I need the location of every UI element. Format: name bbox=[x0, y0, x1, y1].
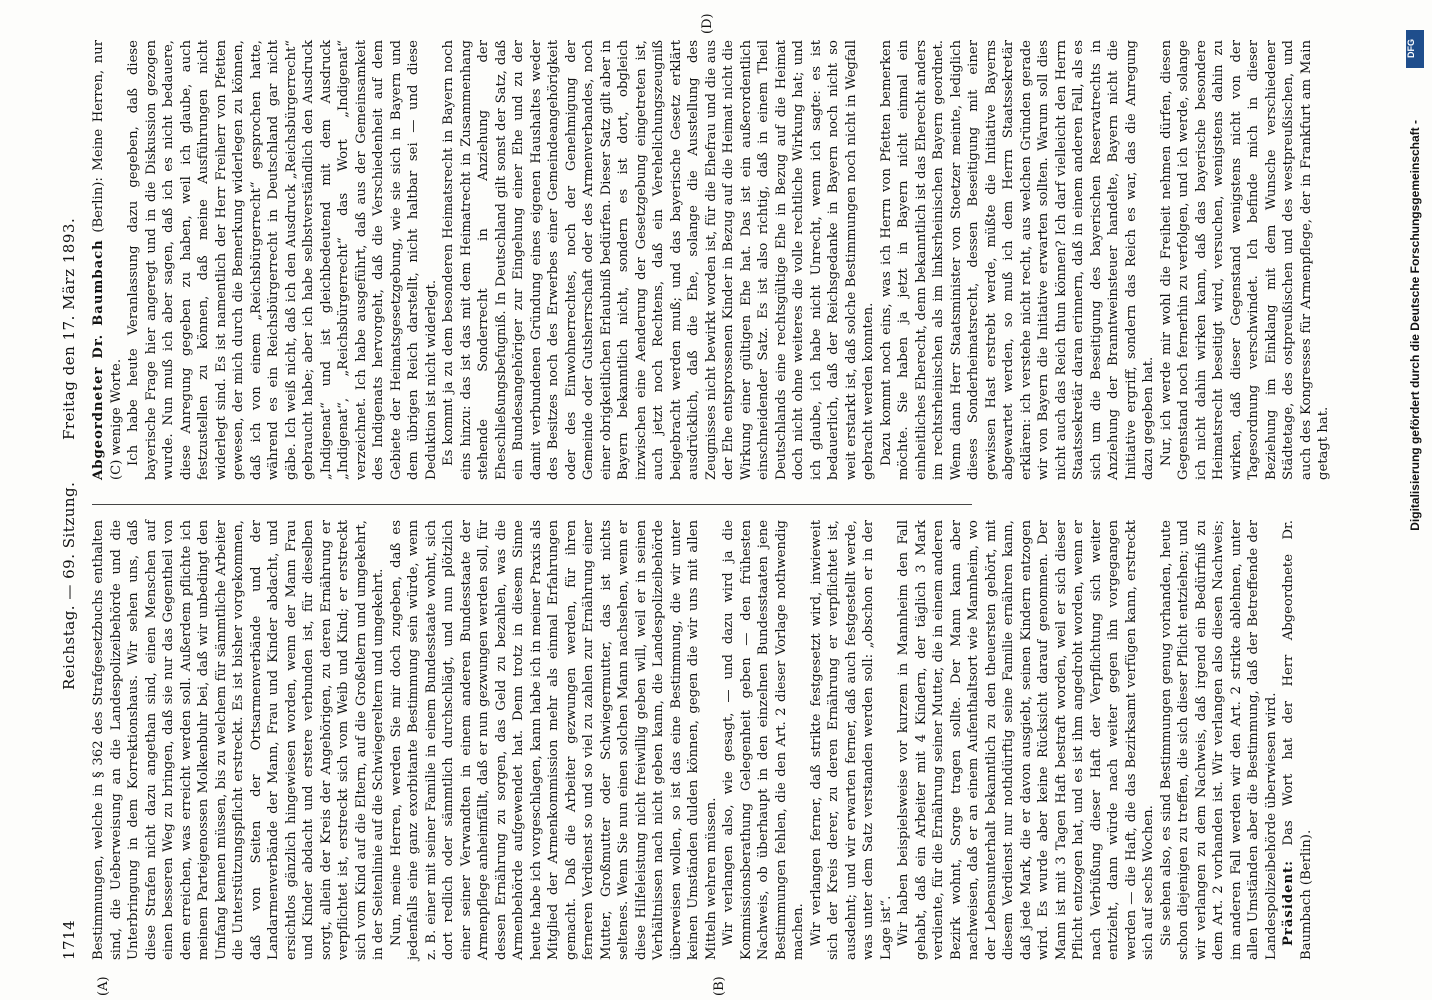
dfg-logo: DFG bbox=[1406, 30, 1424, 68]
marker-a: (A) bbox=[96, 976, 111, 996]
marker-b: (B) bbox=[712, 976, 727, 996]
president-text: Das Wort hat der Herr Abgeordnete Dr. Baumbach (Berlin). bbox=[1281, 520, 1314, 960]
left-paragraph: Bestimmungen, welche in § 362 des Strafgesetzbuchs enthalten sind, die Ueberweisung an die Landespolizeibehörde und die Unterbringung in dem Korrektionshaus. Wir sehen uns, daß diese Strafen nicht dazu angethan sind, einen Menschen auf einen besseren Weg zu bringen, daß sie nur das Gegentheil von dem erreichen, was erreicht werden soll. Außerdem pflichte ich meinem Parteigenossen Molkenbuhr bei, daß wir unbedingt den Umfang kennen müssen, bis zu welchem für sämmtliche Arbeiter die Unterstützungspflicht erstreckt. Es ist bisher vorgekommen, daß von Seiten der Ortsarmenverbände und der Landarmenverbände der Mann, Frau und Kinder abdacht, und ersichtlos gänzlich hingewiesen worden, wenn der Mann Frau und Kinder abdacht und erstere verbunden ist, für dieselben sorgt, allein der Kreis der Angehörigen, zu deren Ernährung er verpflichtet ist, erstreckt sich vom Weib und Kind; er erstreckt sich vom Kind auf die Eltern, auf die Großeltern und umgekehrt, in der Seitenlinie auf die Schwiegereltern und umgekehrt. bbox=[91, 520, 386, 960]
speaker-paragraph bbox=[90, 40, 125, 480]
page-number: 1714 bbox=[60, 919, 78, 960]
header-title: Reichstag. — 69. Sitzung. bbox=[60, 481, 78, 690]
speaker-label: Abgeordneter Dr. Baumbach bbox=[91, 239, 106, 480]
right-column bbox=[90, 40, 1331, 480]
left-paragraph: Wir verlangen ferner, daß strikte festgesetzt wird, inwieweit sich der Kreis derer, zu deren Ernährung er verpflichtet ist, ausdehnt; und wir erwarten ferner, daß auch festgestellt werde, was unter dem Satz verstanden werden soll: „obschon er in der Lage ist“. bbox=[808, 520, 894, 960]
marker-d: (D) bbox=[700, 13, 715, 34]
left-paragraph: Nun, meine Herren, werden Sie mir doch zugeben, daß es jedenfalls eine ganz exorbitante Bestimmung sein würde, wenn z. B. einer mit seiner Familie in einem Bundesstaate wohnt, sich dort redlich oder sämmtlich durchschlägt, und nun plötzlich einer seiner Verwandten in einem anderen Bundesstaate der Armenpflege anheimfällt, daß er nun gezwungen werden soll, für dessen Ernährung zu sorgen, das Geld zu bezahlen, was die Armenbehörde aufgewendet hat. Denn trotz in diesem Sinne heute habe ich vorgeschlagen, kann habe ich in meiner Praxis als Mitglied der Armenkommission mehr als einmal Erfahrungen gemacht. Daß die Arbeiter gezwungen werden, für ihren ferneren Verdienst so und so viel zu zahlen zur Ernährung einer Mutter, Großmutter oder Schwiegermutter, das ist nichts seltenes. Wenn Sie nun einen solchen Mann nachsehen, wenn er diese Hilfeleistung nicht freiwillig geben will, weil er in seinen Verhältnissen nach nicht geben kann, die Landespolizeibehörde überweisen wollen, so ist das eine Bestimmung, die wir unter keinen Umständen dulden können, gegen die wir uns mit allen Mitteln wehren müssen. bbox=[388, 520, 719, 960]
header-date: Freitag den 17. März 1893. bbox=[60, 217, 78, 440]
right-paragraph: Nur, ich werde mir wohl die Freiheit nehmen dürfen, diesen Gegenstand noch fernerhin zu verfolgen, und ich werde, solange ich nicht dahin wirken kann, daß das bayerische besondere Heimatsrecht beseitigt wird, versuchen, wenigstens dahin zu wirken, daß dieser Gegenstand wenigstens nicht von der Tagesordnung verschwindet. Ich befinde mich in dieser Beziehung im Einklang mit dem Wunsche verschiedener Städtetage, des ostpreußischen und des westpreußischen, und auch des Kongresses für Armenpflege, der in Frankfurt am Main getagt hat. bbox=[1158, 40, 1331, 480]
president-label: Präsident: bbox=[1281, 859, 1296, 946]
column-divider bbox=[92, 504, 972, 505]
digitization-credit: Digitalisierung gefördert durch die Deutsche Forschungsgemeinschaft - bbox=[1408, 120, 1422, 531]
right-paragraph: Es kommt ja zu dem besonderen Heimatsrecht in Bayern noch eins hinzu: das ist das mit dem Heimatrecht in Zusammenhang stehende Sonderrecht in Anziehung der Eheschließungsbefugniß. In Deutschland gilt sonst der Satz, daß ein Bundesangehöriger zur Eingehung einer Ehe und zu der damit verbundenen Gründung eines eigenen Haushaltes weder des Besitzes noch des Erwerbes einer Gemeindeangehörigkeit oder des Einwohnerrechtes, noch der Genehmigung der Gemeinde oder Gutsherrschaft oder des Armenverbandes, noch einer obrigkeitlichen Erlaubniß bedürfen. Dieser Satz gilt aber in Bayern bekanntlich nicht, sondern es ist dort, obgleich inzwischen eine Aenderung der Gesetzgebung eingetreten ist, auch jetzt noch Rechtens, daß ein Verehelichungszeugniß beigebracht werden muß; und das bayerische Gesetz erklärt ausdrücklich, daß die Ehe, solange die Ausstellung des Zeugnisses nicht bewirkt worden ist, für die Ehefrau und die aus der Ehe entsprossenen Kinder in Bezug auf die Heimat nicht die Wirkung einer gültigen Ehe hat. Das ist ein außerordentlich einschneidender Satz. Es ist also richtig, daß in einem Theil Deutschlands eine rechtsgültige Ehe in Bezug auf die Heimat doch nicht ohne weiteres die volle rechtliche Wirkung hat; und ich glaube, ich habe nicht Unrecht, wenn ich sagte: es ist bedauerlich, daß der Reichsgedanke in Bayern noch nicht so weit erstarkt ist, daß solche Bestimmungen noch nicht in Wegfall gebracht werden konnten. bbox=[441, 40, 876, 480]
left-paragraph: Wir haben beispielsweise vor kurzem in Mannheim den Fall gehabt, daß ein Arbeiter mit 4 Kindern, der täglich 3 Mark verdiente, für die Ernährung seiner Mutter, die in einem anderen Bezirk wohnt, Sorge tragen sollte. Der Mann kann aber nachweisen, daß er an einem Aufenthaltsort wie Mannheim, wo der Lebensunterhalt bekanntlich zu den theuersten gehört, mit diesem Verdienst nur nothdürftig seine Familie ernähren kann, daß jede Mark, die er davon ausgiebt, seinen Kindern entzogen wird. Es wurde aber keine Rücksicht darauf genommen. Der Mann ist mit 3 Tagen Haft bestraft worden, weil er sich dieser Pflicht entzogen hat, und es ist ihm angedroht worden, wenn er nach Verbüßung dieser Haft der Verpflichtung sich weiter entzieht, dann würde nach weiter gegen ihn vorgegangen werden — die Haft, die das Bezirksamt verfügen kann, erstreckt sich auf sechs Wochen. bbox=[896, 520, 1156, 960]
digitization-sidebar bbox=[1400, 0, 1430, 1000]
left-paragraph: Sie sehen also, es sind Bestimmungen genug vorhanden, heute schon diejenigen zu treffen, die sich dieser Pflicht entziehen; und wir verlangen zu dem Nachweis, daß irgend ein Bedürfniß zu dem Art. 2 vorhanden ist. Wir verlangen also diesen Nachweis; im anderen Fall werden wir den Art. 2 strikte ablehnen, unter allen Umständen aber die Bestimmung, daß der Betreffende der Landespolizeibehörde überwiesen wird. bbox=[1158, 520, 1279, 960]
right-paragraph: Ich habe heute Veranlassung dazu gegeben, daß diese bayerische Frage hier angeregt und in die Diskussion gezogen wurde. Nun muß ich aber sagen, daß ich es nicht bedauere, diese Anregung gegeben zu haben, weil ich glaube, auch festzustellen zu können, daß meine Ausführungen nicht widerlegt sind. Es ist namentlich der Herr Freiherr von Pfetten gewesen, der mich durch die Bemerkung widerlegen zu können, daß ich von einem „Reichsbürgerrecht“ gesprochen hatte, während es ein Reichsbürgerrecht in Deutschland gar nicht gäbe. Ich weiß nicht, daß ich den Ausdruck „Reichsbürgerrecht“ gebraucht habe; aber ich habe selbstverständlich den Ausdruck „Indigenat“ und ist gleichbedeutend mit dem Ausdruck „Indigenat“, „Reichsbürgerrecht“ das Wort „Indigenat“ verzeichnet. Ich habe ausgeführt, daß aus der Gemeinsamkeit des Indigenats hervorgeht, daß die Verschiedenheit auf dem Gebiete der Heimatsgesetzgebung, wie sie sich in Bayern und dem übrigen Reich darstellt, nicht haltbar sei — und diese Deduktion ist nicht widerlegt. bbox=[126, 40, 439, 480]
right-paragraph: Dazu kommt noch eins, was ich Herrn von Pfetten bemerken möchte. Sie haben ja jetzt in Bayern nicht einmal ein einheitliches Eherecht, denn bekanntlich ist das Eherecht anders im rechtsrheinischen als im linksrheinischen Bayern geordnet. Wenn dann Herr Staatsminister von Stoetzer meinte, lediglich dieses Sonderheimatsrecht, dessen Beseitigung mit einer gewissen Hast erstrebt werde, müßte die Initiative Bayerns abgewartet werden, so muß ich dem Herrn Staatssekretär erklären: ich verstehe nicht recht, aus welchen Gründen gerade wir von Bayern die Initiative erwarten sollten. Warum soll dies nicht auch das Reich thun können? Ich darf vielleicht den Herrn Staatssekretär daran erinnern, daß in einem anderen Fall, als es sich um die Beseitigung des bayerischen Reservatrechts in Anziehung der Branntweinsteuer handelte, Bayern nicht die Initiative ergriff, sondern das Reich es war, das die Anregung dazu gegeben hat. bbox=[878, 40, 1156, 480]
page-header bbox=[60, 40, 90, 960]
president-paragraph bbox=[1280, 520, 1315, 960]
speaker-text: (Berlin): Meine Herren, nur (C) wenige Worte. bbox=[91, 40, 124, 480]
left-paragraph: Wir verlangen also, wie gesagt, — und dazu wird ja die Kommissionsberathung Gelegenheit geben — den frühesten Nachweis, ob überhaupt in den einzelnen Bundesstaaten jene Bestimmungen fehlen, die den Art. 2 dieser Vorlage nothwendig machen. bbox=[721, 520, 806, 960]
left-column bbox=[90, 520, 1314, 960]
